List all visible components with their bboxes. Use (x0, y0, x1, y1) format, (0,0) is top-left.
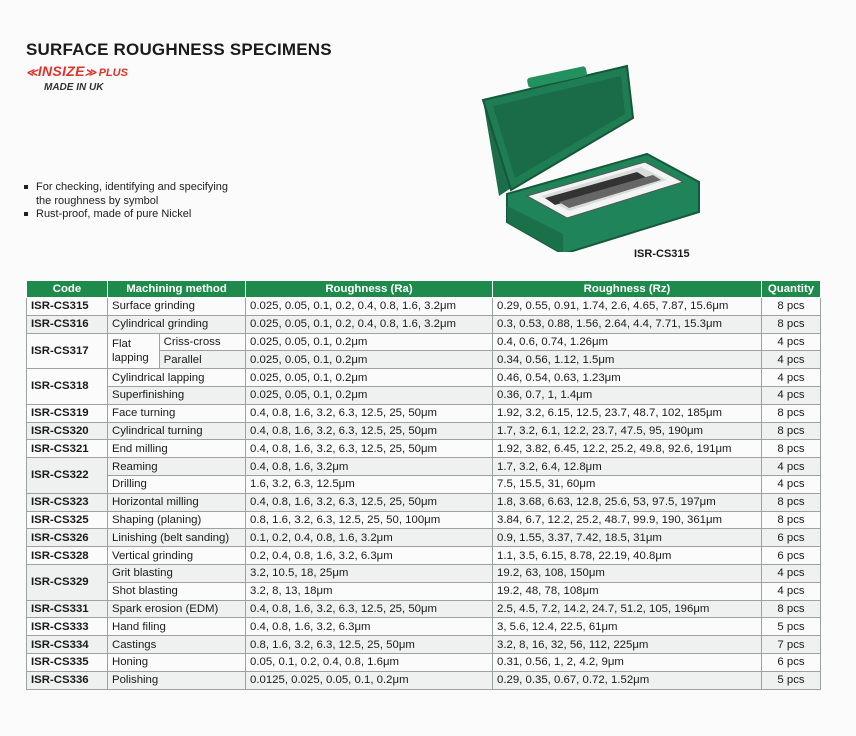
rz-cell: 1.8, 3.68, 6.63, 12.8, 25.6, 53, 97.5, 197μm (493, 493, 762, 511)
code-cell: ISR-CS326 (27, 529, 108, 547)
method-cell: Face turning (108, 404, 246, 422)
table-row (27, 404, 821, 422)
feature-item: Rust-proof, made of pure Nickel (24, 208, 228, 222)
ra-cell: 0.025, 0.05, 0.1, 0.2, 0.4, 0.8, 1.6, 3.2μm (246, 298, 493, 316)
ra-cell: 0.4, 0.8, 1.6, 3.2, 6.3, 12.5, 25, 50μm (246, 600, 493, 618)
qty-cell: 4 pcs (762, 582, 821, 600)
qty-cell: 4 pcs (762, 475, 821, 493)
table-row (27, 618, 821, 636)
rz-cell: 0.4, 0.6, 0.74, 1.26μm (493, 333, 762, 351)
code-cell: ISR-CS323 (27, 493, 108, 511)
method-cell: Polishing (108, 671, 246, 689)
rz-cell: 0.29, 0.35, 0.67, 0.72, 1.52μm (493, 671, 762, 689)
ra-cell: 0.2, 0.4, 0.8, 1.6, 3.2, 6.3μm (246, 547, 493, 565)
header-method: Machining method (108, 281, 246, 298)
rz-cell: 1.1, 3.5, 6.15, 8.78, 22.19, 40.8μm (493, 547, 762, 565)
submethod-cell: Criss-cross (159, 333, 245, 351)
code-cell: ISR-CS331 (27, 600, 108, 618)
code-cell: ISR-CS336 (27, 671, 108, 689)
rz-cell: 19.2, 48, 78, 108μm (493, 582, 762, 600)
method-cell: Honing (108, 653, 246, 671)
code-cell: ISR-CS317 (27, 333, 108, 369)
qty-cell: 8 pcs (762, 493, 821, 511)
qty-cell: 6 pcs (762, 529, 821, 547)
rz-cell: 0.9, 1.55, 3.37, 7.42, 18.5, 31μm (493, 529, 762, 547)
submethod-cell: Parallel (159, 351, 245, 369)
table-row (27, 458, 821, 476)
table-row (27, 475, 821, 493)
table-row (27, 529, 821, 547)
brand-logo: ≪INSIZE≫ PLUS (26, 63, 128, 79)
page-title: SURFACE ROUGHNESS SPECIMENS (26, 40, 332, 59)
ra-cell: 0.4, 0.8, 1.6, 3.2, 6.3, 12.5, 25, 50μm (246, 440, 493, 458)
qty-cell: 4 pcs (762, 564, 821, 582)
rz-cell: 1.92, 3.82, 6.45, 12.2, 25.2, 49.8, 92.6, 191μm (493, 440, 762, 458)
table-row (27, 386, 821, 404)
method-cell: Spark erosion (EDM) (108, 600, 246, 618)
table-row (27, 582, 821, 600)
ra-cell: 0.025, 0.05, 0.1, 0.2, 0.4, 0.8, 1.6, 3.2μm (246, 315, 493, 333)
qty-cell: 4 pcs (762, 369, 821, 387)
rz-cell: 3.2, 8, 16, 32, 56, 112, 225μm (493, 636, 762, 654)
header-quantity: Quantity (762, 281, 821, 298)
ra-cell: 0.8, 1.6, 3.2, 6.3, 12.5, 25, 50μm (246, 636, 493, 654)
rz-cell: 1.7, 3.2, 6.4, 12.8μm (493, 458, 762, 476)
qty-cell: 8 pcs (762, 315, 821, 333)
feature-list (24, 181, 228, 222)
made-in-label: MADE IN UK (44, 82, 104, 93)
specimen-table (26, 280, 821, 690)
code-cell: ISR-CS319 (27, 404, 108, 422)
method-cell: Vertical grinding (108, 547, 246, 565)
code-cell: ISR-CS329 (27, 564, 108, 600)
method-cell: Cylindrical grinding (108, 315, 246, 333)
code-cell: ISR-CS333 (27, 618, 108, 636)
ra-cell: 0.025, 0.05, 0.1, 0.2μm (246, 369, 493, 387)
ra-cell: 0.1, 0.2, 0.4, 0.8, 1.6, 3.2μm (246, 529, 493, 547)
header-rz: Roughness (Rz) (493, 281, 762, 298)
ra-cell: 3.2, 10.5, 18, 25μm (246, 564, 493, 582)
table-row (27, 564, 821, 582)
code-cell: ISR-CS335 (27, 653, 108, 671)
ra-cell: 0.025, 0.05, 0.1, 0.2μm (246, 386, 493, 404)
table-row (27, 333, 821, 351)
qty-cell: 8 pcs (762, 422, 821, 440)
product-case-image (477, 62, 707, 252)
rz-cell: 0.29, 0.55, 0.91, 1.74, 2.6, 4.65, 7.87, 15.6μm (493, 298, 762, 316)
rz-cell: 3.84, 6.7, 12.2, 25.2, 48.7, 99.9, 190, 361μm (493, 511, 762, 529)
table-row (27, 440, 821, 458)
table-row (27, 315, 821, 333)
ra-cell: 0.4, 0.8, 1.6, 3.2, 6.3, 12.5, 25, 50μm (246, 404, 493, 422)
rz-cell: 19.2, 63, 108, 150μm (493, 564, 762, 582)
table-row (27, 369, 821, 387)
ra-cell: 0.4, 0.8, 1.6, 3.2, 6.3μm (246, 618, 493, 636)
table-row (27, 493, 821, 511)
ra-cell: 0.025, 0.05, 0.1, 0.2μm (246, 351, 493, 369)
qty-cell: 4 pcs (762, 351, 821, 369)
ra-cell: 0.4, 0.8, 1.6, 3.2μm (246, 458, 493, 476)
brand-plus: PLUS (98, 67, 128, 79)
qty-cell: 8 pcs (762, 404, 821, 422)
ra-cell: 0.05, 0.1, 0.2, 0.4, 0.8, 1.6μm (246, 653, 493, 671)
table-row (27, 636, 821, 654)
method-cell: Hand filing (108, 618, 246, 636)
code-cell: ISR-CS315 (27, 298, 108, 316)
qty-cell: 6 pcs (762, 547, 821, 565)
code-cell: ISR-CS320 (27, 422, 108, 440)
qty-cell: 7 pcs (762, 636, 821, 654)
code-cell: ISR-CS325 (27, 511, 108, 529)
qty-cell: 8 pcs (762, 511, 821, 529)
ra-cell: 0.025, 0.05, 0.1, 0.2μm (246, 333, 493, 351)
method-cell: Surface grinding (108, 298, 246, 316)
rz-cell: 0.34, 0.56, 1.12, 1.5μm (493, 351, 762, 369)
header-ra: Roughness (Ra) (246, 281, 493, 298)
rz-cell: 0.36, 0.7, 1, 1.4μm (493, 386, 762, 404)
table-row (27, 511, 821, 529)
rz-cell: 0.31, 0.56, 1, 2, 4.2, 9μm (493, 653, 762, 671)
method-cell: Castings (108, 636, 246, 654)
rz-cell: 2.5, 4.5, 7.2, 14.2, 24.7, 51.2, 105, 196μm (493, 600, 762, 618)
method-cell: Superfinishing (108, 386, 246, 404)
rz-cell: 0.46, 0.54, 0.63, 1.23μm (493, 369, 762, 387)
method-cell: Cylindrical turning (108, 422, 246, 440)
table-row (27, 298, 821, 316)
rz-cell: 3, 5.6, 12.4, 22.5, 61μm (493, 618, 762, 636)
qty-cell: 8 pcs (762, 600, 821, 618)
code-cell: ISR-CS321 (27, 440, 108, 458)
qty-cell: 5 pcs (762, 618, 821, 636)
qty-cell: 8 pcs (762, 298, 821, 316)
ra-cell: 0.8, 1.6, 3.2, 6.3, 12.5, 25, 50, 100μm (246, 511, 493, 529)
table-row (27, 422, 821, 440)
ra-cell: 0.0125, 0.025, 0.05, 0.1, 0.2μm (246, 671, 493, 689)
code-cell: ISR-CS328 (27, 547, 108, 565)
rz-cell: 0.3, 0.53, 0.88, 1.56, 2.64, 4.4, 7.71, 15.3μm (493, 315, 762, 333)
code-cell: ISR-CS334 (27, 636, 108, 654)
code-cell: ISR-CS318 (27, 369, 108, 405)
code-cell: ISR-CS316 (27, 315, 108, 333)
rz-cell: 7.5, 15.5, 31, 60μm (493, 475, 762, 493)
method-cell: Horizontal milling (108, 493, 246, 511)
code-cell: ISR-CS322 (27, 458, 108, 494)
qty-cell: 4 pcs (762, 386, 821, 404)
feature-item: For checking, identifying and specifying (24, 181, 228, 195)
table-header-row (27, 281, 821, 298)
method-cell: Grit blasting (108, 564, 246, 582)
ra-cell: 0.4, 0.8, 1.6, 3.2, 6.3, 12.5, 25, 50μm (246, 422, 493, 440)
ra-cell: 0.4, 0.8, 1.6, 3.2, 6.3, 12.5, 25, 50μm (246, 493, 493, 511)
table-row (27, 671, 821, 689)
method-cell: Reaming (108, 458, 246, 476)
method-cell: Drilling (108, 475, 246, 493)
qty-cell: 6 pcs (762, 653, 821, 671)
method-cell: Shaping (planing) (108, 511, 246, 529)
qty-cell: 4 pcs (762, 458, 821, 476)
method-cell: Flat lapping (108, 333, 160, 369)
qty-cell: 4 pcs (762, 333, 821, 351)
rz-cell: 1.92, 3.2, 6.15, 12.5, 23.7, 48.7, 102, 185μm (493, 404, 762, 422)
product-caption: ISR-CS315 (634, 248, 690, 260)
brand-name: INSIZE (37, 63, 85, 79)
table-row (27, 547, 821, 565)
qty-cell: 5 pcs (762, 671, 821, 689)
table-row (27, 600, 821, 618)
method-cell: Cylindrical lapping (108, 369, 246, 387)
ra-cell: 1.6, 3.2, 6.3, 12.5μm (246, 475, 493, 493)
qty-cell: 8 pcs (762, 440, 821, 458)
table-row (27, 653, 821, 671)
header-code: Code (27, 281, 108, 298)
method-cell: Linishing (belt sanding) (108, 529, 246, 547)
method-cell: End milling (108, 440, 246, 458)
method-cell: Shot blasting (108, 582, 246, 600)
ra-cell: 3.2, 8, 13, 18μm (246, 582, 493, 600)
rz-cell: 1.7, 3.2, 6.1, 12.2, 23.7, 47.5, 95, 190μm (493, 422, 762, 440)
feature-item-continued: the roughness by symbol (36, 194, 159, 207)
